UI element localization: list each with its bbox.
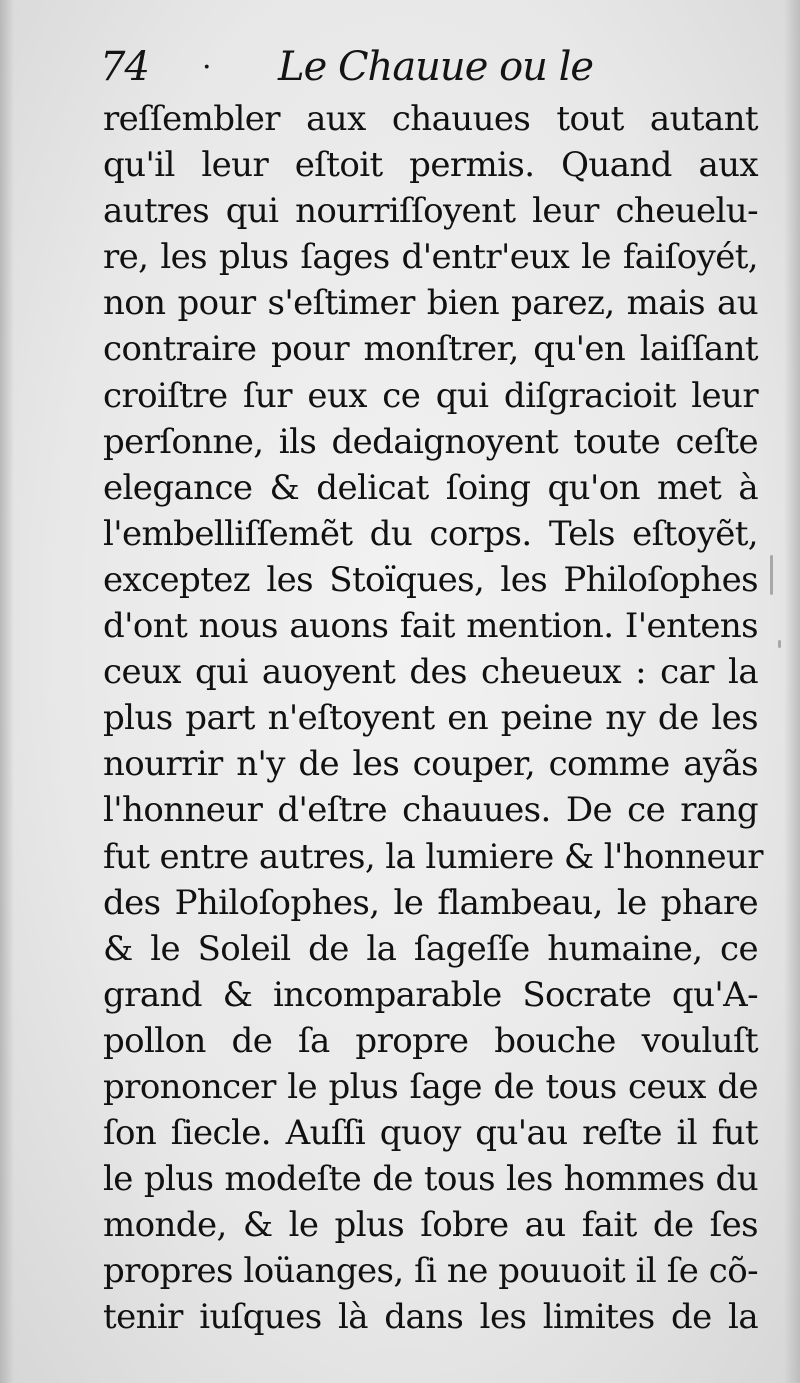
ink-blemish xyxy=(770,555,773,595)
text-line: reſſembler aux chauues tout autant xyxy=(103,99,758,139)
text-line: le plus modeſte de tous les hommes du xyxy=(103,1159,758,1200)
text-line: non pour s'eſtimer bien parez, mais au xyxy=(103,283,758,324)
text-line: propres loüanges, ſi ne pouuoit il ſe cõ- xyxy=(103,1251,758,1292)
page-number: 74 xyxy=(100,44,149,90)
text-line: & le Soleil de la ſageſſe humaine, ce xyxy=(103,928,758,969)
text-line: pollon de ſa propre bouche vouluſt xyxy=(103,1020,758,1061)
text-line: l'honneur d'eſtre chauues. De ce rang xyxy=(103,790,758,831)
page-edge-shadow xyxy=(784,0,800,1383)
text-line: elegance & delicat ſoing qu'on met à xyxy=(103,467,758,508)
text-line: d'ont nous auons fait mention. I'entens xyxy=(103,606,758,647)
body-text xyxy=(103,96,773,1341)
text-line: exceptez les Stoïques, les Philoſophes xyxy=(103,559,758,600)
ink-blemish xyxy=(778,640,781,648)
text-line: ſon ſiecle. Auſſi quoy qu'au reſte il fut xyxy=(103,1113,758,1154)
text-line: nourrir n'y de les couper, comme ayãs xyxy=(103,744,758,785)
text-line: perſonne, ils dedaignoyent toute ceſte xyxy=(103,421,758,462)
text-line: des Philoſophes, le flambeau, le phare xyxy=(103,882,758,923)
text-line: tenir iuſques là dans les limites de la xyxy=(103,1297,758,1338)
text-line: croiſtre ſur eux ce qui diſgracioit leur xyxy=(103,375,758,416)
running-head-separator: · xyxy=(202,50,212,85)
text-line: plus part n'eſtoyent en peine ny de les xyxy=(103,698,758,739)
text-line: contraire pour monſtrer, qu'en laiſſant xyxy=(103,329,758,370)
text-line: grand & incomparable Socrate qu'A- xyxy=(103,974,758,1015)
running-head xyxy=(100,40,720,94)
text-line: qu'il leur eſtoit permis. Quand aux xyxy=(103,145,758,186)
text-line: re, les plus ſages d'entr'eux le faiſoyét, xyxy=(103,237,758,278)
text-line: monde, & le plus ſobre au fait de ſes xyxy=(103,1205,758,1246)
text-line: ceux qui auoyent des cheueux : car la xyxy=(103,652,758,693)
text-line: prononcer le plus ſage de tous ceux de xyxy=(103,1066,758,1107)
text-line: autres qui nourriſſoyent leur cheuelu- xyxy=(103,191,758,232)
text-line: fut entre autres, la lumiere & l'honneur xyxy=(103,836,763,877)
text-line: l'embelliſſemẽt du corps. Tels eſtoyẽt, xyxy=(103,513,758,554)
page-gutter-shadow xyxy=(0,0,14,1383)
running-head-title: Le Chauue ou le xyxy=(278,44,594,90)
